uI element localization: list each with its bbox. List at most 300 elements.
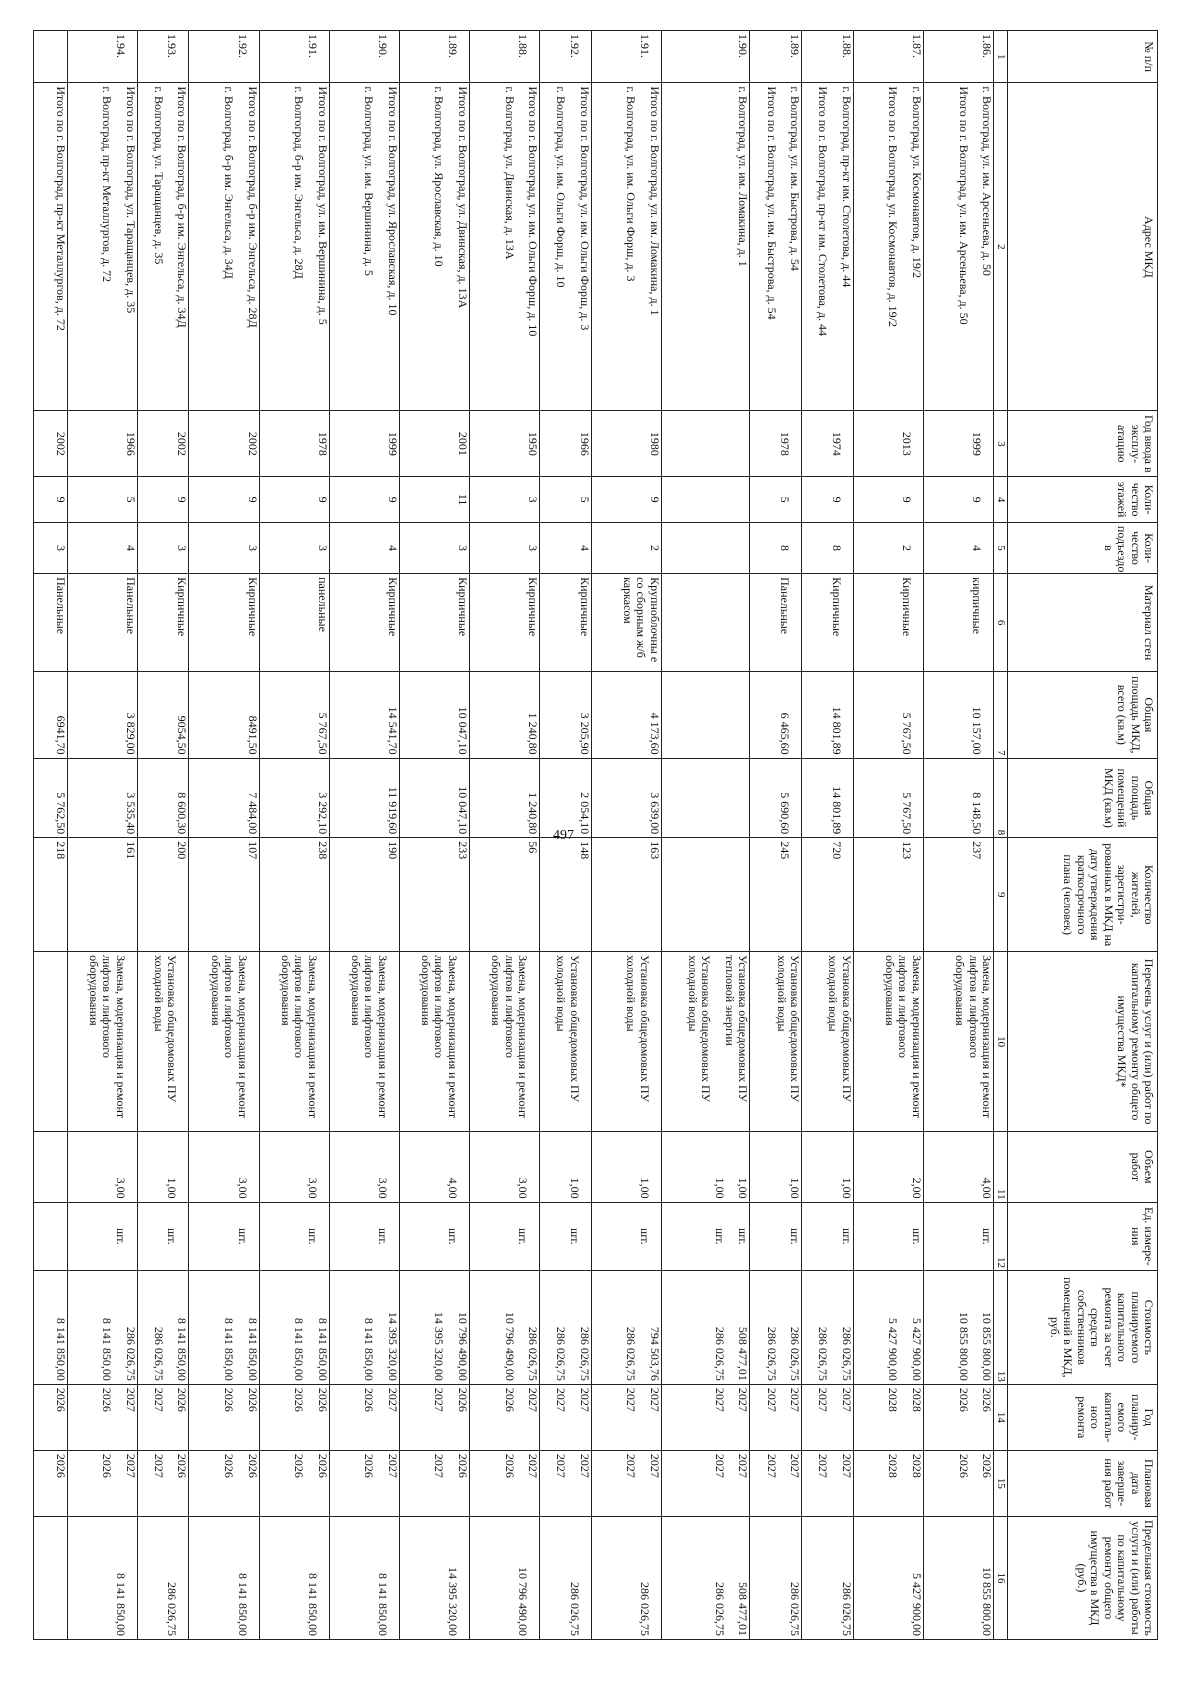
cell-top-text: 2 054,10 xyxy=(577,792,592,835)
cell-top-text: 2026 xyxy=(175,1453,190,1478)
table-cell xyxy=(34,477,68,523)
cell-top-text: 7 484,00 xyxy=(245,792,260,835)
cell-top-text: 5 762,50 xyxy=(53,792,68,835)
table-cell xyxy=(259,31,329,83)
table-cell xyxy=(399,672,469,759)
table-cell xyxy=(34,758,68,838)
cell-bottom-text: 2026 xyxy=(362,1387,377,1412)
table-cell xyxy=(329,952,399,1132)
cell-top-text: 1980 xyxy=(647,431,662,456)
table-row xyxy=(189,31,259,1640)
table-cell xyxy=(661,31,749,83)
cell-bottom-text: Замена, модернизация и ремонт лифтов и лифтового оборудования xyxy=(489,955,530,1119)
table-cell xyxy=(802,1270,854,1384)
table-cell xyxy=(750,1270,802,1384)
cell-top-text: 200 xyxy=(175,841,190,860)
table-cell xyxy=(750,522,802,573)
cell-top-text: 4 xyxy=(577,545,592,551)
table-cell xyxy=(189,1270,259,1384)
column-header: Коли-чество подъездо в xyxy=(1008,522,1158,573)
table-row xyxy=(853,31,923,1640)
table-cell xyxy=(469,411,539,477)
cell-top-text: Замена, модернизация и ремонт лифтов и лифтового оборудования xyxy=(953,955,994,1119)
column-numbers-row xyxy=(994,31,1008,1640)
table-cell xyxy=(67,574,137,672)
cell-bottom-text: 2027 xyxy=(432,1453,447,1478)
table-cell xyxy=(34,31,68,83)
table-cell xyxy=(189,31,259,83)
table-cell xyxy=(591,1270,661,1384)
cell-top-text: шт. xyxy=(909,1228,924,1245)
cell-bottom-text: шт. xyxy=(165,1228,180,1245)
cell-top-text: 2026 xyxy=(53,1453,68,1478)
cell-bottom-text: 286 026,75 xyxy=(712,1326,727,1381)
table-cell xyxy=(750,411,802,477)
cell-top-text: 218 xyxy=(53,841,68,860)
table-cell xyxy=(399,477,469,523)
table-cell xyxy=(923,758,993,838)
table-cell xyxy=(329,838,399,952)
cell-top-text: 2027 xyxy=(385,1387,400,1412)
cell-bottom-text: 1.93. xyxy=(165,34,180,58)
cell-top-text: 5 427 900,00 xyxy=(909,1573,924,1636)
cell-top-text: 286 026,75 xyxy=(123,1326,138,1381)
cell-top-text: 2027 xyxy=(123,1453,138,1478)
rotated-page xyxy=(33,30,1158,1640)
cell-bottom-text: 8 141 850,00 xyxy=(362,1317,377,1381)
table-cell xyxy=(329,411,399,477)
cell-top-text: 11 xyxy=(455,493,470,506)
cell-bottom-text: 8 141 850,00 xyxy=(235,1573,250,1636)
cell-top-text: 1978 xyxy=(315,431,330,456)
cell-bottom-text: 4 xyxy=(970,545,984,551)
cell-top-text: 2026 xyxy=(980,1453,994,1478)
table-cell xyxy=(259,411,329,477)
table-cell xyxy=(853,522,923,573)
table-cell xyxy=(853,1384,923,1450)
cell-top-text: 3 xyxy=(245,545,260,551)
cell-bottom-text: 10 796 490,00 xyxy=(502,1311,517,1381)
column-number: 5 xyxy=(994,522,1008,573)
column-header: Стоимость планируемого капитального ремонта за счет средств собственников помещений в МКД, руб. xyxy=(1008,1270,1158,1384)
cell-top-text: 2027 xyxy=(577,1387,592,1412)
cell-bottom-text: 1.91. xyxy=(637,34,652,58)
table-cell xyxy=(259,477,329,523)
table-cell xyxy=(189,952,259,1132)
cell-bottom-text: 2026 xyxy=(956,1453,971,1478)
table-cell xyxy=(259,758,329,838)
cell-bottom-text: шт. xyxy=(637,1228,652,1245)
cell-top-text: 2027 xyxy=(385,1453,400,1478)
cell-top-text: шт. xyxy=(736,1228,751,1245)
cell-bottom-text: 1999 xyxy=(970,431,984,456)
cell-top-text: 1.90. xyxy=(736,34,751,58)
table-cell xyxy=(661,574,749,672)
cell-bottom-text: 2027 xyxy=(554,1387,569,1412)
table-cell xyxy=(399,1270,469,1384)
table-cell xyxy=(591,1132,661,1203)
table-cell xyxy=(137,522,189,573)
table-cell xyxy=(661,952,749,1132)
cell-bottom-text: 2026 xyxy=(292,1453,307,1478)
cell-bottom-text: 3,00 xyxy=(515,1177,530,1199)
table-cell xyxy=(469,477,539,523)
cell-bottom-text: шт. xyxy=(712,1228,727,1245)
cell-bottom-text: 1.92. xyxy=(567,34,582,58)
cell-bottom-text: шт. xyxy=(375,1228,390,1245)
table-cell xyxy=(539,31,591,83)
cell-top-text: 2002 xyxy=(53,431,68,456)
table-cell xyxy=(259,574,329,672)
cell-bottom-text: Замена, модернизация и ремонт лифтов и лифтового оборудования xyxy=(418,955,460,1119)
cell-bottom-text: шт. xyxy=(567,1228,582,1245)
table-cell xyxy=(469,1384,539,1450)
cell-bottom-text: 4,00 xyxy=(445,1177,460,1199)
cell-top-text: 2026 xyxy=(315,1453,330,1478)
cell-top-text: 1 240,80 xyxy=(525,712,540,755)
table-row xyxy=(923,31,993,1640)
table-cell xyxy=(34,838,68,952)
cell-bottom-text: 1.91. xyxy=(305,34,320,58)
table-cell xyxy=(189,838,259,952)
cell-bottom-text: 3,00 xyxy=(305,1177,320,1199)
table-cell xyxy=(469,758,539,838)
table-cell xyxy=(259,672,329,759)
cell-bottom-text: 286 026,75 xyxy=(151,1326,166,1381)
column-number: 6 xyxy=(994,574,1008,672)
cell-top-text: 2027 xyxy=(736,1453,751,1478)
table-cell xyxy=(539,1516,591,1639)
cell-top-text: 107 xyxy=(245,841,260,860)
table-cell xyxy=(539,1270,591,1384)
table-cell xyxy=(853,1270,923,1384)
column-header: Материал стен xyxy=(1008,574,1158,672)
cell-top-text: г. Волгоград, пр-кт им. Столетова, д. 44 xyxy=(839,86,854,288)
cell-bottom-text: 2026 xyxy=(502,1387,517,1412)
table-cell xyxy=(853,1516,923,1639)
cell-bottom-text: 2027 xyxy=(712,1387,727,1412)
cell-bottom-text: 286 026,75 xyxy=(712,1582,727,1636)
cell-top-text: 9 xyxy=(245,496,260,503)
table-cell xyxy=(853,1450,923,1516)
column-number: 14 xyxy=(994,1384,1008,1450)
cell-bottom-text: 1.94. xyxy=(113,34,128,58)
table-cell xyxy=(661,1270,749,1384)
table-cell xyxy=(750,1384,802,1450)
table-cell xyxy=(661,672,749,759)
table-cell xyxy=(469,672,539,759)
table-cell xyxy=(923,672,993,759)
table-cell xyxy=(661,1516,749,1639)
table-cell xyxy=(661,411,749,477)
cell-bottom-text: 2028 xyxy=(886,1453,901,1478)
cell-top-text: 2027 xyxy=(839,1387,854,1412)
table-cell xyxy=(591,672,661,759)
table-cell xyxy=(923,1132,993,1203)
cell-top-text: 2027 xyxy=(839,1453,854,1478)
cell-bottom-text: 2027 xyxy=(816,1387,831,1412)
cell-bottom-text: кирпичные xyxy=(970,577,984,635)
cell-top-text: г. Волгоград, ул. им. Ломакина, д. 1 xyxy=(736,86,751,267)
cell-bottom-text: г. Волгоград, ул. Двинская, д. 13А xyxy=(502,86,517,260)
cell-bottom-text: 2026 xyxy=(292,1387,307,1412)
table-cell xyxy=(67,1270,137,1384)
table-cell xyxy=(34,1202,68,1270)
cell-bottom-text: 6 465,60 xyxy=(778,712,793,755)
column-header: Плановая дата заверше-ния работ xyxy=(1008,1450,1158,1516)
cell-top-text: 1,00 xyxy=(736,1177,751,1199)
table-row xyxy=(34,31,68,1640)
table-cell xyxy=(591,1202,661,1270)
cell-top-text: 11 919,60 xyxy=(385,786,400,835)
table-cell xyxy=(661,522,749,573)
cell-bottom-text: шт. xyxy=(445,1228,460,1245)
table-cell xyxy=(853,31,923,83)
cell-bottom-text: 5 xyxy=(778,496,793,503)
cell-top-text: панельные xyxy=(315,577,330,632)
cell-bottom-text: Установка общедомовых ПУ холодной воды xyxy=(624,955,652,1103)
table-cell xyxy=(750,672,802,759)
cell-top-text: 1.86. xyxy=(980,34,994,58)
table-row xyxy=(399,31,469,1640)
cell-top-text: 1,00 xyxy=(788,1177,803,1199)
cell-bottom-text: 14 801,89 xyxy=(829,706,844,755)
table-cell xyxy=(539,1202,591,1270)
cell-top-text: 3 535,40 xyxy=(123,792,138,835)
table-cell xyxy=(329,672,399,759)
table-cell xyxy=(34,83,68,411)
table-cell xyxy=(750,83,802,411)
cell-top-text: 2 xyxy=(647,545,662,551)
table-cell xyxy=(329,574,399,672)
cell-bottom-text: 1,00 xyxy=(637,1177,652,1199)
table-cell xyxy=(34,1516,68,1639)
table-cell xyxy=(329,1384,399,1450)
table-cell xyxy=(67,952,137,1132)
table-cell xyxy=(853,477,923,523)
cell-top-text: г. Волгоград, ул. им. Арсеньева, д. 50 xyxy=(980,86,994,276)
table-cell xyxy=(469,1450,539,1516)
cell-top-text: 2027 xyxy=(525,1453,540,1478)
table-cell xyxy=(469,1516,539,1639)
table-cell xyxy=(539,574,591,672)
cell-bottom-text: Кирпичные xyxy=(829,577,844,637)
cell-top-text: 238 xyxy=(315,841,330,860)
cell-bottom-text: 720 xyxy=(829,841,844,860)
cell-top-text: 794 503,76 xyxy=(647,1326,662,1381)
cell-bottom-text: 14 395 320,00 xyxy=(445,1567,460,1636)
table-cell xyxy=(853,838,923,952)
cell-top-text: 163 xyxy=(647,841,662,860)
table-cell xyxy=(137,672,189,759)
cell-top-text: 148 xyxy=(577,841,592,860)
table-cell xyxy=(329,522,399,573)
table-cell xyxy=(853,672,923,759)
table-cell xyxy=(189,477,259,523)
column-header: Объем работ xyxy=(1008,1132,1158,1203)
table-cell xyxy=(329,1270,399,1384)
table-cell xyxy=(67,758,137,838)
cell-top-text: 161 xyxy=(123,841,138,860)
cell-bottom-text: 8 141 850,00 xyxy=(375,1573,390,1636)
table-cell xyxy=(34,574,68,672)
table-cell xyxy=(67,477,137,523)
column-number: 2 xyxy=(994,83,1008,411)
cell-top-text: 2026 xyxy=(175,1387,190,1412)
cell-top-text: 9 xyxy=(315,496,330,503)
column-header: Год ввода в эксплу-атацию xyxy=(1008,411,1158,477)
table-cell xyxy=(853,411,923,477)
table-cell xyxy=(591,1450,661,1516)
cell-top-text: 8491,50 xyxy=(245,715,260,755)
cell-top-text: 2028 xyxy=(909,1387,924,1412)
table-cell xyxy=(329,83,399,411)
table-body xyxy=(34,31,994,1640)
cell-top-text: 3 xyxy=(455,545,470,551)
table-cell xyxy=(399,1132,469,1203)
cell-top-text: шт. xyxy=(839,1228,854,1245)
cell-bottom-text: 1.88. xyxy=(515,34,530,58)
cell-bottom-text: шт. xyxy=(515,1228,530,1245)
table-cell xyxy=(591,574,661,672)
table-cell xyxy=(750,1132,802,1203)
cell-top-text: 8 141 850,00 xyxy=(245,1317,260,1381)
table-cell xyxy=(329,758,399,838)
cell-bottom-text: 5 690,60 xyxy=(778,792,793,835)
cell-bottom-text: 9 xyxy=(899,496,914,503)
table-cell xyxy=(539,1384,591,1450)
cell-top-text: 3 829,00 xyxy=(123,712,138,755)
table-cell xyxy=(399,1202,469,1270)
table-cell xyxy=(802,1450,854,1516)
table-cell xyxy=(469,1270,539,1384)
table-cell xyxy=(137,1202,189,1270)
column-number: 12 xyxy=(994,1202,1008,1270)
cell-top-text: 286 026,75 xyxy=(788,1582,803,1636)
cell-top-text: 8 141 850,00 xyxy=(315,1317,330,1381)
table-cell xyxy=(469,522,539,573)
cell-top-text: 10 855 800,00 xyxy=(980,1311,994,1381)
table-cell xyxy=(259,952,329,1132)
cell-top-text: Замена, модернизация и ремонт лифтов и лифтового оборудования xyxy=(883,955,924,1119)
cell-bottom-text: 8 141 850,00 xyxy=(292,1317,307,1381)
cell-bottom-text: 3,00 xyxy=(375,1177,390,1199)
table-cell xyxy=(750,1202,802,1270)
cell-bottom-text: 286 026,75 xyxy=(816,1326,831,1381)
table-cell xyxy=(34,1384,68,1450)
cell-bottom-text: Установка общедомовых ПУ холодной воды xyxy=(554,955,582,1103)
table-row xyxy=(67,31,137,1640)
table-cell xyxy=(137,1516,189,1639)
cell-bottom-text: 8 141 850,00 xyxy=(222,1317,237,1381)
table-cell xyxy=(399,574,469,672)
table-cell xyxy=(923,1450,993,1516)
table-cell xyxy=(189,1450,259,1516)
cell-bottom-text: 10 157,00 xyxy=(970,706,984,755)
cell-top-text: Кирпичные xyxy=(175,577,190,637)
cell-top-text: 2026 xyxy=(245,1453,260,1478)
cell-top-text: 1999 xyxy=(385,431,400,456)
table-cell xyxy=(399,952,469,1132)
capital-repair-table xyxy=(33,30,1158,1640)
cell-top-text: 2026 xyxy=(455,1387,470,1412)
table-cell xyxy=(259,522,329,573)
table-cell xyxy=(399,31,469,83)
cell-bottom-text: 14 395 320,00 xyxy=(432,1311,447,1381)
cell-bottom-text: 5 767,50 xyxy=(899,712,914,755)
table-cell xyxy=(137,83,189,411)
table-cell xyxy=(399,522,469,573)
table-cell xyxy=(802,477,854,523)
cell-bottom-text: 2027 xyxy=(624,1453,639,1478)
table-cell xyxy=(802,1384,854,1450)
cell-top-text: 2028 xyxy=(909,1453,924,1478)
table-cell xyxy=(923,477,993,523)
cell-bottom-text: Замена, модернизация и ремонт лифтов и лифтового оборудования xyxy=(348,955,390,1119)
table-cell xyxy=(399,758,469,838)
table-cell xyxy=(591,952,661,1132)
cell-top-text: 2027 xyxy=(525,1387,540,1412)
cell-bottom-text: 245 xyxy=(778,841,793,860)
table-cell xyxy=(469,1132,539,1203)
cell-bottom-text: Замена, модернизация и ремонт лифтов и лифтового оборудования xyxy=(278,955,320,1119)
table-cell xyxy=(259,1132,329,1203)
cell-top-text: Кирпичные xyxy=(525,577,540,637)
cell-top-text: Установка общедомовых ПУ тепловой энергии xyxy=(722,955,751,1103)
cell-bottom-text: Итого по г. Волгоград, ул. им. Арсеньева, д. 50 xyxy=(956,86,971,325)
table-cell xyxy=(923,574,993,672)
cell-top-text: 10 047,10 xyxy=(455,786,470,835)
cell-top-text: 1.89. xyxy=(788,34,803,58)
table-cell xyxy=(259,1516,329,1639)
table-cell xyxy=(189,411,259,477)
table-cell xyxy=(802,672,854,759)
cell-bottom-text: 286 026,75 xyxy=(554,1326,569,1381)
table-cell xyxy=(399,1384,469,1450)
cell-bottom-text: 2026 xyxy=(222,1387,237,1412)
table-cell xyxy=(750,1516,802,1639)
cell-top-text: 2027 xyxy=(123,1387,138,1412)
cell-top-text: 2002 xyxy=(175,431,190,456)
table-cell xyxy=(661,1384,749,1450)
cell-bottom-text: 3,00 xyxy=(235,1177,250,1199)
table-cell xyxy=(923,1516,993,1639)
table-cell xyxy=(469,952,539,1132)
table-cell xyxy=(661,1132,749,1203)
cell-top-text: 5 xyxy=(577,496,592,503)
cell-top-text: 508 477,01 xyxy=(736,1582,751,1636)
table-cell xyxy=(539,1450,591,1516)
table-cell xyxy=(661,1450,749,1516)
table-cell xyxy=(329,1516,399,1639)
cell-bottom-text: 2013 xyxy=(899,431,914,456)
cell-top-text: 2026 xyxy=(53,1387,68,1412)
column-number: 9 xyxy=(994,838,1008,952)
cell-bottom-text: 286 026,75 xyxy=(637,1582,652,1636)
table-row xyxy=(661,31,749,1640)
cell-top-text: 3 xyxy=(175,545,190,551)
table-cell xyxy=(591,477,661,523)
cell-top-text: Итого по г. Волгоград, ул. Ярославская, д. 10 xyxy=(385,86,400,316)
column-header: Перечень услуг и (или) работ по капитальному ремонту общего имущества МКД* xyxy=(1008,952,1158,1132)
cell-top-text: Итого по г. Волгоград, ул. им. Ольги Форш, д. 3 xyxy=(577,86,592,331)
cell-bottom-text: г. Волгоград, ул. им. Ольги Форш, д. 3 xyxy=(624,86,639,282)
cell-bottom-text: 2027 xyxy=(432,1387,447,1412)
table-cell xyxy=(469,31,539,83)
table-cell xyxy=(802,838,854,952)
cell-bottom-text: 2028 xyxy=(886,1387,901,1412)
table-cell xyxy=(469,838,539,952)
